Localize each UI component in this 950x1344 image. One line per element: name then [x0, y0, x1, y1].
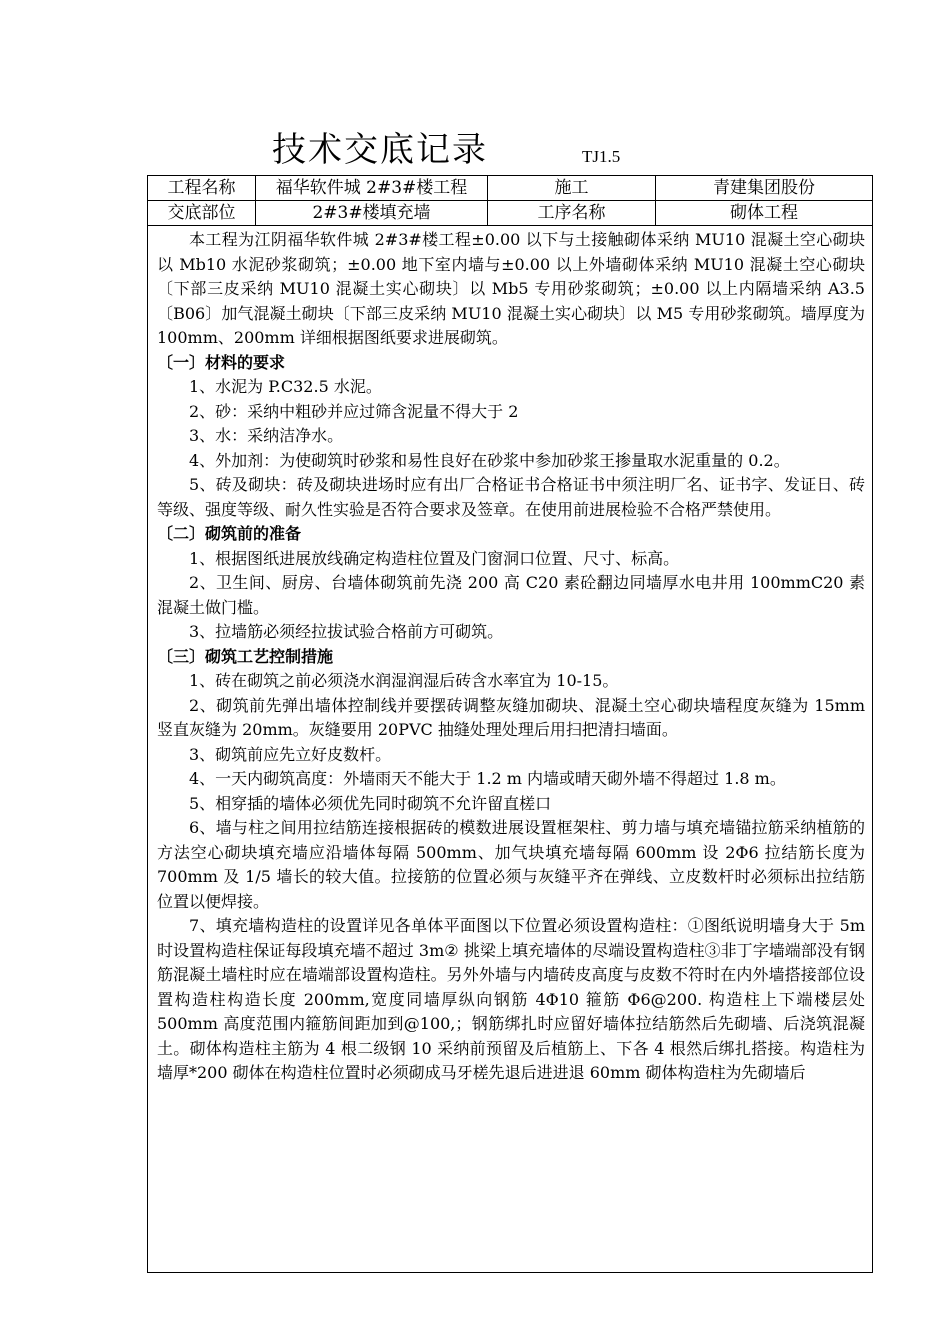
list-item: 2、砂：采纳中粗砂并应过筛含泥量不得大于 2 [189, 401, 519, 421]
disclosure-part-label: 交底部位 [148, 201, 256, 225]
section-title-preparation: 〔二〕砌筑前的准备 [157, 524, 302, 543]
process-name-value: 砌体工程 [730, 203, 798, 223]
header-row-part [148, 201, 872, 226]
list-item: 1、砖在砌筑之前必须浇水润湿润湿后砖含水率宜为 10-15。 [189, 671, 619, 690]
list-item: 4、一天内砌筑高度：外墙雨天不能大于 1.2 m 内墙或晴天砌外墙不得超过 1.8 m。 [189, 769, 786, 788]
project-name-label: 工程名称 [148, 176, 256, 200]
list-item: 2、卫生间、厨房、台墙体砌筑前先浇 200 高 C20 素砼翻边同墙厚水电井用 100mmC20 素混凝土做门槛。 [157, 573, 865, 617]
list-item: 6、墙与柱之间用拉结筋连接根据砖的模数进展设置框架柱、剪力墙与填充墙锚拉筋采纳植筋的方法空心砌块填充墙应沿墙体每隔 500mm、加气块填充墙每隔 600mm 设 2Φ6 拉结筋长度为 700mm 及 1/5 墙长的较大值。拉接筋的位置必须与灰缝平齐在弹线、立皮数杆时必须标出拉结筋位置以便焊接。 [157, 818, 865, 911]
header-row-project [148, 176, 872, 201]
list-item: 7、填充墙构造柱的设置详见各单体平面图以下位置必须设置构造柱：①图纸说明墙身大于 5m 时设置构造柱保证每段填充墙不超过 3m② 挑梁上填充墙体的尽端设置构造柱③非丁字墙端部没有钢筋混凝土墙柱时应在墙端部设置构造柱。另外外墙与内墙砖皮高度与皮数不符时在内外墙搭接部位设置构造柱构造长度 200mm,宽度同墙厚纵向钢筋 4Φ10 箍筋 Φ6@200. 构造柱上下端楼层处 500mm 高度范围内箍筋间距加到@100,；钢筋绑扎时应留好墙体拉结筋然后先砌墙、后浇筑混凝土。砌体构造柱主筋为 4 根二级钢 10 采纳前预留及后植筋上、下各 4 根然后绑扎搭接。构造柱为墙厚*200 砌体在构造柱位置时必须砌成马牙槎先退后进进退 60mm 砌体构造柱为先砌墙后 [157, 916, 865, 1082]
disclosure-part-value: 2#3#楼填充墙 [256, 201, 488, 225]
disclosure-content [148, 226, 872, 1272]
list-item: 4、外加剂：为使砌筑时砂浆和易性良好在砂浆中参加砂浆王掺量取水泥重量的 0.2。 [189, 450, 790, 470]
construction-label: 施工 [488, 176, 656, 200]
project-name-value: 福华软件城 2#3#楼工程 [256, 176, 488, 200]
list-item: 3、砌筑前应先立好皮数杆。 [189, 744, 392, 764]
list-item: 2、砌筑前先弹出墙体控制线并要摆砖调整灰缝加砌块、混凝土空心砌块墙程度灰缝为 15mm 竖直灰缝为 20mm。灰缝要用 20PVC 抽缝处理处理后用扫把清扫墙面。 [157, 695, 865, 739]
list-item: 1、水泥为 P.C32.5 水泥。 [189, 377, 382, 396]
list-item: 1、根据图纸进展放线确定构造柱位置及门窗洞口位置、尺寸、标高。 [189, 548, 680, 568]
construction-value: 青建集团股份 [713, 178, 815, 198]
intro-paragraph: 本工程为江阴福华软件城 2#3#楼工程±0.00 以下与土接触砌体采纳 MU10 混凝土空心砌块以 Mb10 水泥砂浆砌筑；±0.00 地下室内墙与±0.00 以上外墙砌体采纳 MU10 混凝土空心砌块〔下部三皮采纳 MU10 混凝土实心砌块〕以 Mb5 专用砂浆砌筑；±0.00 以上内隔墙采纳 A3.5〔B06〕加气混凝土砌块〔下部三皮采纳 MU10 混凝土实心砌块〕以 M5 专用砂浆砌筑。墙厚度为 100mm、200mm 详细根据图纸要求进展砌筑。 [157, 230, 865, 347]
list-item: 5、相穿插的墙体必须优先同时砌筑不允许留直槎口 [189, 793, 552, 813]
section-title-materials: 〔一〕材料的要求 [157, 352, 286, 372]
disclosure-form [147, 175, 873, 1273]
process-name-label: 工序名称 [488, 201, 656, 225]
section-title-process-control: 〔三〕砌筑工艺控制措施 [157, 646, 334, 666]
document-code: TJ1.5 [582, 147, 621, 166]
document-title: 技术交底记录 [272, 130, 488, 170]
list-item: 3、水：采纳洁净水。 [189, 426, 344, 445]
list-item: 3、拉墙筋必须经拉拔试验合格前方可砌筑。 [189, 622, 504, 641]
list-item: 5、砖及砌块：砖及砌块进场时应有出厂合格证书合格证书中须注明厂名、证书字、发证日、砖等级、强度等级、耐久性实验是否符合要求及签章。在使用前进展检验不合格严禁使用。 [157, 475, 865, 519]
